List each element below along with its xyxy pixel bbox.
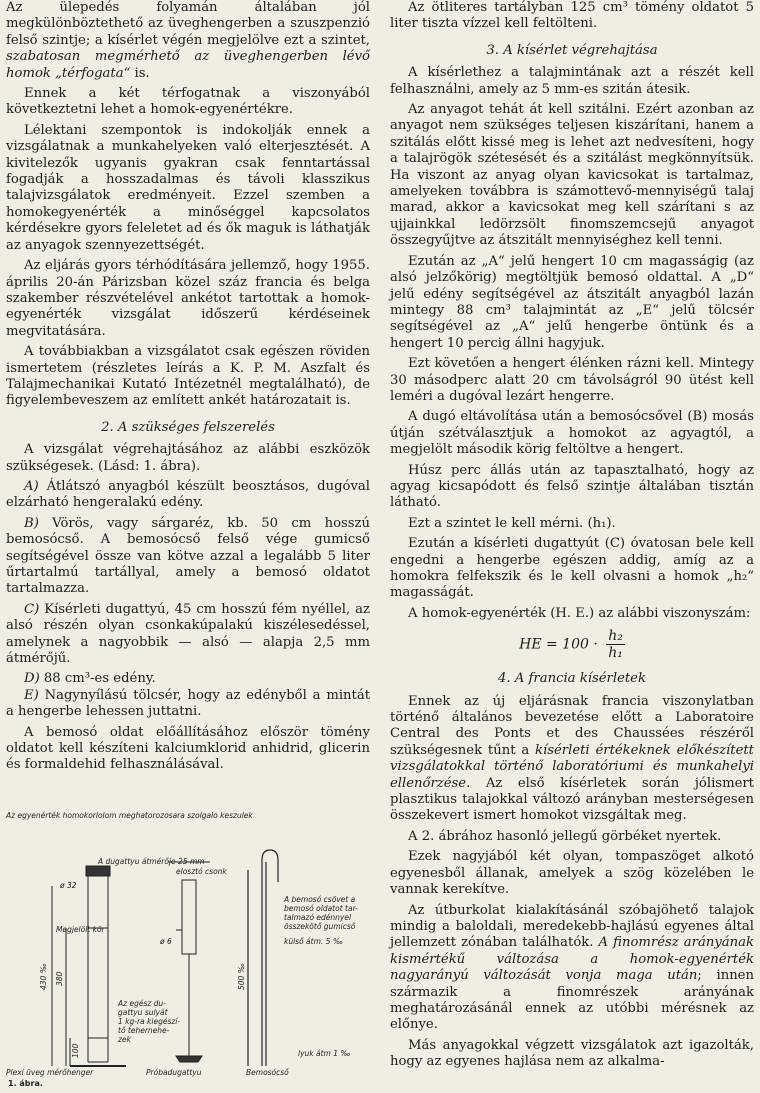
- paragraph: Az ülepedés folyamán általában jól megkülönböztethető az üveghengerben a szuszpenzió felső szintje; a kísérlet végén megjelölve ezt a szintet, szabatosan megmérhető az üveghengerben lévő homok „térfogata“ is.: [6, 0, 370, 81]
- paragraph: Ezt a szintet le kell mérni. (h₁).: [408, 515, 616, 531]
- list-item: C) Kísérleti dugattyú, 45 cm hosszú fém nyéllel, az alsó részén olyan csonkakúpalakú kiszélesedéssel, amelynek a nagyobbik — alsó — alapja 2,5 mm átmérőjű.: [6, 601, 370, 667]
- list-item: E) Nagynyílású tölcsér, hogy az edényből a mintát a hengerbe lehessen juttatni.: [6, 687, 370, 720]
- list-item: B) Vörös, vagy sárgaréz, kb. 50 cm hosszú bemosócső. A bemosócső felső vége gumicső segítségével össze van kötve azzal a legalább 5 liter űrtartalmú tartállyal, amely a bemosó oldatot tartalmazza.: [6, 515, 370, 597]
- caption-piston: Próbadugattyu: [146, 1068, 202, 1077]
- formula-lhs: HE = 100 ·: [519, 636, 598, 653]
- left-column: [6, 0, 370, 778]
- label-top: A dugattyu átmérője 25 mm: [98, 857, 205, 866]
- paragraph: A homok-egyenérték (H. E.) az alábbi viszonyszám:: [408, 605, 751, 621]
- section-heading: 4. A francia kísérletek: [498, 671, 646, 687]
- label-suly: Az egész du- gattyu sulyát 1 kg-ra kiegészí- tő tehernehe- zek: [118, 999, 181, 1044]
- paragraph: Lélektani szempontok is indokolják ennek a vizsgálatnak a munkahelyeken való elterjesztését. A kivitelezők ugyanis gyakran csak fenntartással fogadják a hosszadalmas és távoli klasszikus talajvizsgálatok eredményeit. Ezzel szemben a homokegyenérték a minőséggel kapcsolatos kérdésekre gyors feleletet ad és ők maguk is láthatják az anyagok szennyezettségét.: [6, 122, 370, 253]
- paragraph: Ezt követően a hengert élénken rázni kell. Mintegy 30 másodperc alatt 20 cm távolságról 90 ütést kell leméri a dugóval lezárt hengerre.: [390, 356, 754, 404]
- paragraph: A bemosó oldat előállításához először tömény oldatot kell készíteni kalciumklorid anhidrid, glicerin és formaldehid felhasználásával.: [6, 724, 370, 773]
- paragraph: Az útburkolat kialakításánál szóbajöhető talajok mindig a baloldali, meredekebb-hajlású egyenes által jellemzett zónában találhatók. A finomrész arányának kismértékű változása a homok-egyenérték nagyarányú változását vonja maga után; innen származik a finomrészek arányának meghatározásánál ennek az utóbbi mérésnek az előnye.: [390, 902, 754, 1033]
- label-d6: ø 6: [160, 937, 172, 946]
- paragraph: Ezek nagyjából két olyan, tompaszöget alkotó egyenesből állanak, amelyek a szög közelében le vannak kerekítve.: [390, 849, 754, 898]
- paragraph: Ennek a két térfogatnak a viszonyából következtetni lehet a homok-egyenértékre.: [6, 86, 370, 118]
- figure-1: [0, 810, 380, 1089]
- figure-number: 1. ábra.: [8, 1079, 43, 1088]
- paragraph: Húsz perc állás után az tapasztalható, hogy az agyag kicsapódott és felső szintje általában tisztán látható.: [390, 462, 754, 511]
- label-550: 500 ‰: [237, 963, 246, 990]
- label-kulso: külső átm. 5 ‰: [284, 937, 343, 946]
- paragraph: A vizsgálat végrehajtásához az alábbi eszközök szükségesek. (Lásd: 1. ábra).: [6, 442, 370, 474]
- caption-tube: Bemosócső: [246, 1068, 289, 1077]
- paragraph: A dugó eltávolítása után a bemosócsővel (B) mosás útján szétválasztjuk a homokot az agyagtól, a megjelölt második körig feltöltve a hengert.: [390, 409, 754, 458]
- label-430: 430 ‰: [39, 963, 48, 990]
- formula-numerator: h₂: [608, 628, 623, 645]
- paragraph: Ezután az „A“ jelű hengert 10 cm magasságig (az alsó jelzőkörig) megtöltjük bemosó oldattal. A „D“ jelű edény segítségével az átszitált anyagból lazán mintegy 88 cm³ talajmintát az „E“ jelű tölcsér segítségével az „A“ jelű hengerbe öntünk és a hengert 10 percig állni hagyjuk.: [390, 253, 754, 351]
- paragraph: A kísérlethez a talajmintának azt a részét kell felhasználni, amely az 5 mm-es szitán átesik.: [390, 65, 754, 97]
- label-380: 380: [55, 971, 64, 986]
- paragraph: A továbbiakban a vizsgálatot csak egészen röviden ismertetem (részletes leírás a K. P. M. Aszfalt és Talajmechanikai Kutató Intézetnél megtalálható), de figyelembeveszem az említett ankét határozatait is.: [6, 344, 370, 409]
- paragraph: Ennek az új eljárásnak francia viszonylatban történő általános bevezetése előtt a Laboratoire Central des Ponts et des Chaussées részéről szükségesnek tűnt a kísérleti értékeknek előkészített vizsgálatokkal történő laboratóriumi és munkahelyi ellenőrzése. Az első kísérletek során jólismert plasztikus talajokkal változó arányban mesterségesen összekevert ismert homokot vizsgáltak meg.: [390, 693, 754, 824]
- label-d32: ø 32: [60, 881, 77, 890]
- paragraph: Az eljárás gyors térhódítására jellemző, hogy 1955. április 20-án Párizsban közel száz francia és belga szakember részvételével ankétot tartottak a homok-egyenérték vizsgálat időszerű kérdéseinek megvitatására.: [6, 258, 370, 339]
- paragraph: Az ötliteres tartályban 125 cm³ tömény oldatot 5 liter tiszta vízzel kell feltölteni.: [390, 0, 754, 32]
- he-formula: [390, 628, 754, 661]
- section-heading: 3. A kísérlet végrehajtása: [486, 42, 658, 58]
- list-item: A) Átlátszó anyagból készült beosztásos, dugóval elzárható hengeralakú edény.: [6, 478, 370, 511]
- apparatus-drawing: [0, 810, 380, 1089]
- label-100: 100: [71, 1043, 80, 1058]
- label-gumicso: A bemosó csövet a bemosó oldatot tar- talmazó edénnyel összekötő gumicső: [284, 895, 358, 931]
- list-item: D) 88 cm³-es edény.: [24, 671, 156, 687]
- paragraph: Ezután a kísérleti dugattyút (C) óvatosan bele kell engedni a hengerbe egészen addig, amíg az a homokra felfekszik és le kell olvasni a homok „h₂“ magasságát.: [390, 536, 754, 601]
- formula-denominator: h₁: [608, 645, 623, 662]
- formula-fraction: [606, 628, 625, 661]
- tube-drawing: [248, 850, 278, 1066]
- paragraph: Az anyagot tehát át kell szitálni. Ezért azonban az anyagot nem szükséges teljesen kiszárítani, hanem a szitálás előtt kissé meg is lehet azt nedvesíteni, hogy a talajrögök szétesését és a szitálást megkönnyítsük. Ha viszont az anyag olyan kavicsokat is tartalmaz, amelyeken továbbra is számottevő-mennyiségű talaj marad, akkor a kavicsokat meg kell szárítani s az ujjainkkal ledörzsölt finomszemcsejű anyagot összegyűjtve az átszitált mennyiséghez kell tenni.: [390, 102, 754, 249]
- label-jelzokor: Megjelölt kör: [56, 925, 105, 934]
- paragraph: A 2. ábrához hasonló jellegű görbéket nyertek.: [408, 828, 722, 844]
- figure-title: Az egyenérték homokorlolom meghatorozosara szolgalo keszulek: [6, 811, 253, 820]
- right-column: [390, 0, 754, 1075]
- caption-cylinder: Plexi üveg mérőhenger: [6, 1068, 94, 1077]
- piston-drawing: [168, 862, 210, 1062]
- paragraph: Más anyagokkal végzett vizsgálatok azt igazolták, hogy az egyenes hajlása nem az alkalma-: [390, 1037, 754, 1070]
- label-eloszto: elosztó csonk: [176, 867, 227, 876]
- section-heading: 2. A szükséges felszerelés: [101, 419, 275, 435]
- label-lyuk: lyuk átm 1 ‰: [298, 1049, 351, 1058]
- cylinder-drawing: [52, 866, 126, 1066]
